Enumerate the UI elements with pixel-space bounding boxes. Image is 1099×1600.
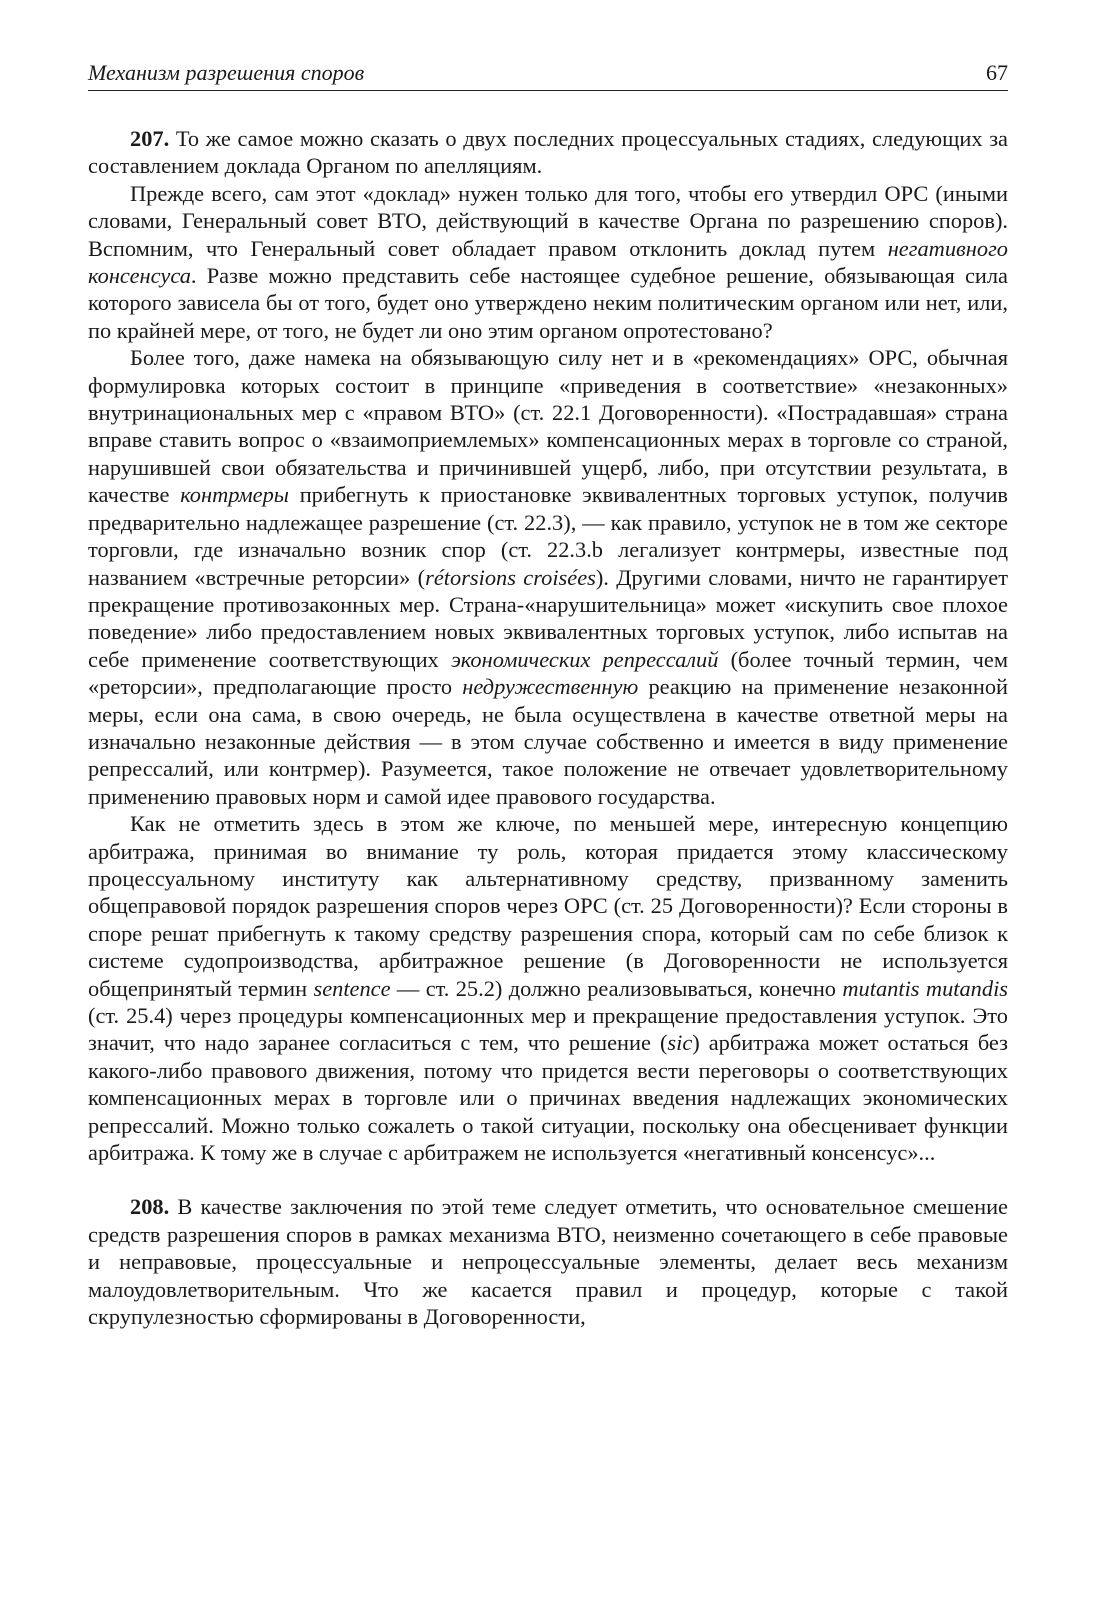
text-run: Прежде всего, сам этот «доклад» нужен только для того, чтобы его утвердил ОРС (иными словами, Генеральный совет ВТО, действующий в качестве Органа по разрешению споров). Вспомним, что Генеральный совет обладает правом отклонить доклад путем (88, 180, 1008, 261)
italic-run: rétorsions croisées (425, 564, 596, 590)
italic-run: контрмеры (180, 482, 289, 508)
text-run: (более точный термин, чем «реторсии», предполагающие просто (88, 646, 1008, 700)
text-run: — ст. 25.2) должно реализовываться, конечно (390, 975, 843, 1001)
italic-run: недружественную (462, 674, 639, 700)
text-run: прибегнуть к приостановке эквивалентных торговых уступок, получив предварительно надлежащее разрешение (ст. 22.3), — как правило, уступок не в том же секторе торговли, где изначально возник спор (ст. 22.3.b легализует контрмеры, известные под названием «встречные реторсии» ( (88, 482, 1009, 590)
section-paragraph-207 (88, 125, 1008, 180)
italic-run: экономических репрессалий (450, 646, 719, 672)
text-run: ). Другими словами, ничто не гарантирует прекращение противозаконных мер. Страна-«нарушительница» может «искупить свое плохое поведение» либо предоставлением новых эквивалентных торговых уступок, либо испытав на себе применение соответствующих (88, 564, 1008, 672)
section-number: 207. (130, 126, 170, 151)
section-paragraph-208 (88, 1193, 1008, 1330)
running-title: Механизм разрешения споров (88, 60, 365, 85)
italic-run: негативного консенсуса (88, 235, 1008, 289)
section-number: 208. (130, 1194, 170, 1220)
page-number: 67 (986, 60, 1008, 85)
text-run: ) арбитража может остаться без какого-либо правового движения, потому что придется вести переговоры о соответствующих компенсационных мерах в торговле или о причинах введения надлежащих экономических репрессалий. Можно только сожалеть о такой ситуации, поскольку она обесценивает функции арбитража. К тому же в случае с арбитражем не используется «негативный консенсус»... (88, 1030, 1008, 1166)
text-run: Более того, даже намека на обязывающую силу нет и в «рекомендациях» ОРС, обычная формулировка которых состоит в принципе «приведения в соответствие» «незаконных» внутринациональных мер с «правом ВТО» (ст. 22.1 Договоренности). «Пострадавшая» страна вправе ставить вопрос о «взаимоприемлемых» компенсационных мерах в торговле со страной, нарушившей свои обязательства и причинившей ущерб, либо, при отсутствии результата, в качестве (88, 345, 1008, 508)
document-page (88, 60, 1008, 1330)
text-run: В качестве заключения по этой теме следует отметить, что основательное смешение средств разрешения споров в рамках механизма ВТО, неизменно сочетающего в себе правовые и неправовые, процессуальные и непроцессуальные элементы, делает весь механизм малоудовлетворительным. Что же касается правил и процедур, которые с такой скрупулезностью сформированы в Договоренности, (88, 1194, 1008, 1330)
paragraph (88, 344, 1008, 810)
text-run: . Разве можно представить себе настоящее судебное решение, обязывающая сила которого зависела бы от того, будет оно утверждено неким политическим органом или нет, или, по крайней мере, от того, не будет ли оно этим органом опротестовано? (88, 263, 1008, 343)
italic-run: sentence (313, 975, 391, 1001)
italic-run: sic (667, 1030, 693, 1056)
italic-run: mutantis mutandis (842, 975, 1009, 1001)
text-run: Как не отметить здесь в этом же ключе, по меньшей мере, интересную концепцию арбитража, принимая во внимание ту роль, которая придается этому классическому процессуальному институту как альтернативному средству, призванному заменить общеправовой порядок разрешения споров через ОРС (ст. 25 Договоренности)? Если стороны в споре решат прибегнуть к такому средству разрешения спора, который сам по себе близок к системе судопроизводства, арбитражное решение (в Договоренности не используется общепринятый термин (88, 811, 1008, 1001)
text-run: (ст. 25.4) через процедуры компенсационных мер и прекращение предоставления уступок. Это значит, что надо заранее согласиться с тем, что решение ( (88, 1003, 1008, 1056)
text-run: реакцию на применение незаконной меры, если она сама, в свою очередь, не была осуществлена в качестве ответной меры на изначально незаконные действия — в этом случае собственно и имеется в виду применение репрессалий, или контрмер). Разумеется, такое положение не отвечает удовлетворительному применению правовых норм и самой идее правового государства. (88, 674, 1008, 809)
body-text (88, 125, 1008, 1330)
paragraph (88, 180, 1008, 344)
running-head (88, 60, 1008, 91)
paragraph (88, 810, 1008, 1166)
text-run: То же самое можно сказать о двух последних процессуальных стадиях, следующих за составлением доклада Органом по апелляциям. (88, 126, 1008, 179)
